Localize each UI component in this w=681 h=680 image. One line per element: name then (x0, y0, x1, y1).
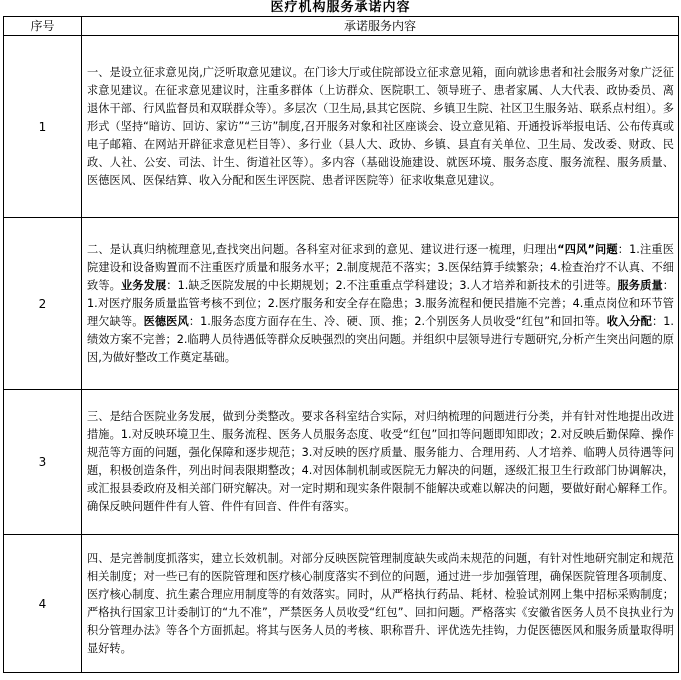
table-header-row (4, 17, 679, 36)
bold-heading-text: “四风”问题 (557, 242, 618, 256)
row-seq: 2 (4, 218, 82, 390)
bold-heading-text: 业务发展 (120, 278, 167, 292)
table-row (4, 218, 679, 390)
row-content (82, 390, 679, 535)
row-content (82, 218, 679, 390)
row-content (82, 36, 679, 218)
table-row (4, 36, 679, 218)
content-text: ：1.对医疗服务质量监管考核不到位；2.医疗服务和安全存在隐患；3.服务流程和便民措施不完善；4.重点岗位和环节管理欠缺等。 (87, 278, 674, 328)
commitment-table (3, 16, 679, 673)
content-text: 一、是设立征求意见岗,广泛听取意见建议。在门诊大厅或住院部设立征求意见箱，面向就诊患者和社会服务对象广泛征求意见建议。在征求意见建议时，注重多群体（上访群众、医院职工、领导班子、患者家属、人大代表、政协委员、离退休干部、行风监督员和双联群众等）。多层次（卫生局,县其它医院、乡镇卫生院、社区卫生服务站、联系点村组）。多形式（坚持“暗访、回访、家访”“三访”制度,召开服务对象和社区座谈会、设立意见箱、开通投诉举报电话、公布传真或电子邮箱、在网站开辟征求意见栏目等）、多行业（县人大、政协、乡镇、县直有关单位、卫生局、发改委、财政、民政、人社、公安、司法、计生、街道社区等）。多内容（基础设施建设、就医环境、服务态度、服务流程、服务质量、医德医风、医保结算、收入分配和医生评医院、患者评医院等）征求收集意见建议。 (87, 65, 674, 187)
content-text: 四、是完善制度抓落实，建立长效机制。对部分反映医院管理制度缺失或尚未规范的问题，有针对性地研究制定和规范相关制度；对一些已有的医院管理和医疗核心制度落实不到位的问题，通过进一步加强管理，确保医院管理各项制度、医疗核心制度、抗生素合理应用制度等的有效落实。同时，从严格执行药品、耗材、检验试剂网上集中招标采购制度；严格执行国家卫计委制订的“九不准”，严禁医务人员收受“红包”、回扣问题。严格落实《安徽省医务人员不良执业行为积分管理办法》等各个方面抓起。将其与医务人员的考核、职称晋升、评优选先挂钩，力促医德医风和服务质量取得明显好转。 (87, 551, 674, 655)
table-row (4, 390, 679, 535)
table-row (4, 535, 679, 673)
header-content: 承诺服务内容 (82, 17, 679, 36)
content-text: ：1.服务态度方面存在生、冷、硬、顶、推；2.个别医务人员收受“红包”和回扣等。 (188, 314, 607, 328)
row-seq: 3 (4, 390, 82, 535)
content-text: ：1.绩效方案不完善；2.临聘人员待遇低等群众反映强烈的突出问题。并组织中层领导进行专题研究,分析产生突出问题的原因,为做好整改工作奠定基础。 (87, 314, 674, 364)
content-text: ：1.缺乏医院发展的中长期规划；2.不注重重点学科建设；3.人才培养和新技术的引进等。 (166, 278, 618, 292)
header-seq: 序号 (4, 17, 82, 36)
bold-heading-text: 服务质量 (617, 278, 663, 292)
bold-heading-text: 医德医风 (143, 314, 189, 328)
content-text: 三、是结合医院业务发展，做到分类整改。要求各科室结合实际，对归纳梳理的问题进行分类，并有针对性地提出改进措施。1.对反映环境卫生、服务流程、医务人员服务态度、收受“红包”回扣等问题即知即改；2.对反映后勤保障、操作规范等方面的问题，强化保障和逐步规范；3.对反映的医疗质量、服务能力、合理用药、人才培养、临聘人员待遇等问题，积极创造条件，列出时间表限期整改；4.对因体制机制或医院无力解决的问题，逐级汇报卫生行政部门协调解决，或汇报县委政府及相关部门研究解决。对一定时期和现实条件限制不能解决或难以解决的问题，要做好耐心解释工作。确保反映问题件件有人管、件件有回音、件件有落实。 (87, 410, 674, 513)
content-text: ：1.注重医院建设和设备购置而不注重医疗质量和服务水平；2.制度规范不落实；3.医保结算手续繁杂；4.检查治疗不认真、不细致等。 (87, 242, 674, 292)
row-seq: 4 (4, 535, 82, 673)
content-text: 二、是认真归纳梳理意见,查找突出问题。各科室对征求到的意见、建议进行逐一梳理，归理出 (87, 242, 558, 256)
bold-heading-text: 收入分配 (606, 314, 652, 328)
document-title: 医疗机构服务承诺内容 (270, 0, 411, 15)
row-content (82, 535, 679, 673)
row-seq: 1 (4, 36, 82, 218)
